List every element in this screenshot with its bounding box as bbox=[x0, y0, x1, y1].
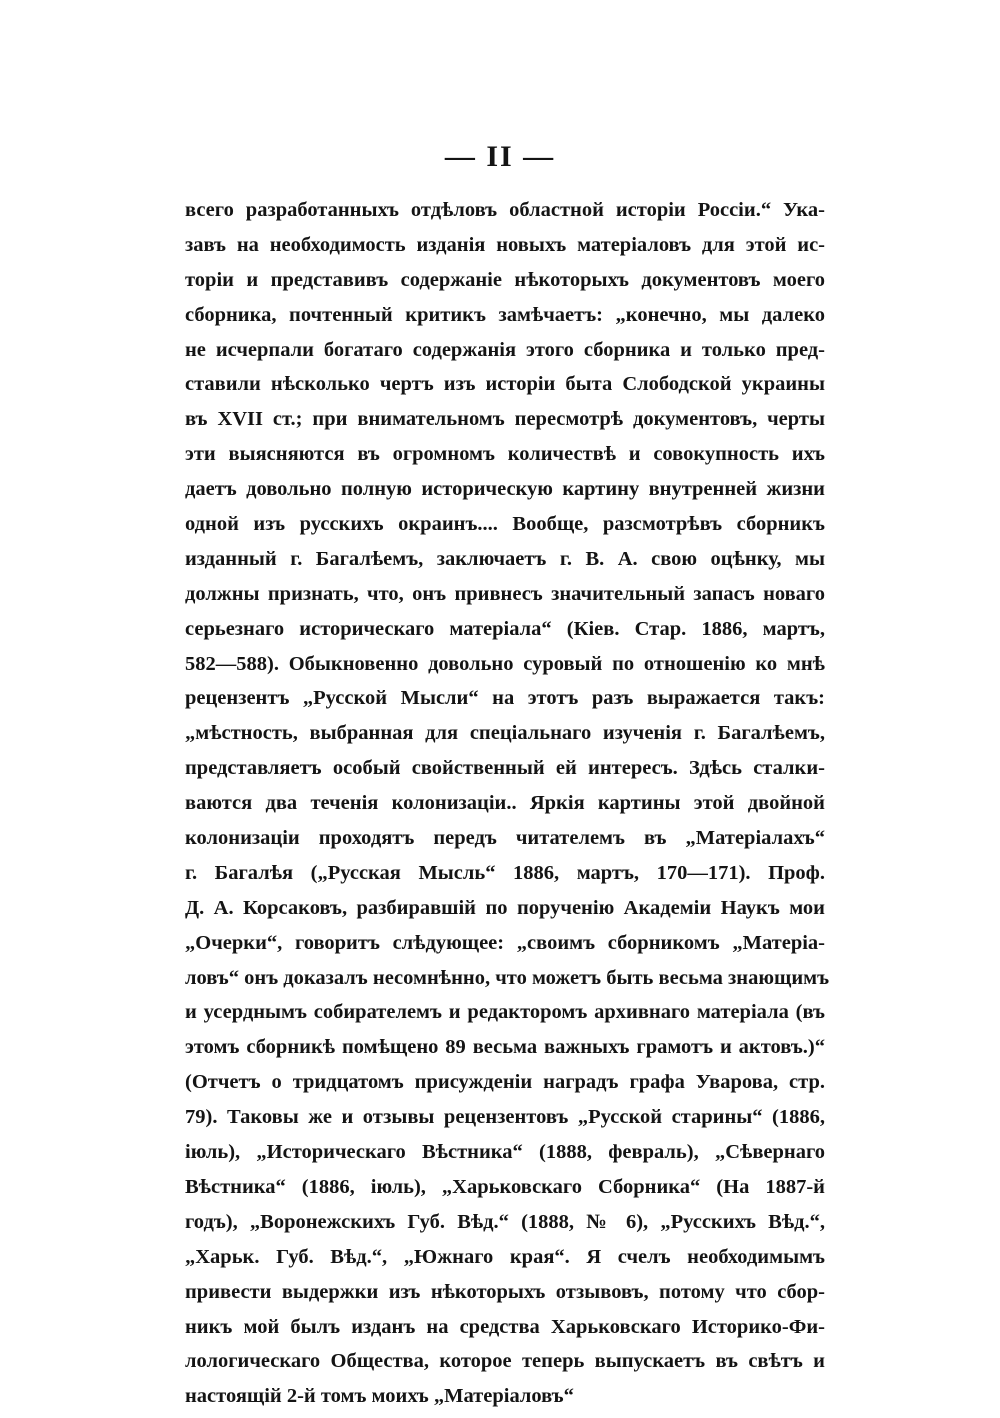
text-line: іюль), „Историческаго Вѣстника“ (1888, февраль), „Сѣвернаго bbox=[185, 1141, 825, 1164]
text-line: торіи и представивъ содержаніе нѣкоторыхъ документовъ моего bbox=[185, 268, 825, 291]
text-line: „мѣстность, выбранная для спеціальнаго изученія г. Багалѣемъ, bbox=[185, 722, 825, 745]
text-line: даетъ довольно полную историческую картину внутренней жизни bbox=[185, 478, 825, 501]
text-line: одной изъ русскихъ окраинъ.... Вообще, разсмотрѣвъ сборникъ bbox=[185, 513, 825, 536]
text-line: представляетъ особый свойственный ей интересъ. Здѣсь сталки- bbox=[185, 757, 825, 780]
text-line: никъ мой былъ изданъ на средства Харьковскаго Историко-Фи- bbox=[185, 1315, 825, 1338]
text-line: привести выдержки изъ нѣкоторыхъ отзывовъ, потому что сбор- bbox=[185, 1280, 825, 1303]
text-line: колонизаціи проходятъ передъ читателемъ въ „Матеріалахъ“ bbox=[185, 827, 825, 850]
text-line: Д. А. Корсаковъ, разбиравшій по порученію Академіи Наукъ мои bbox=[185, 896, 825, 919]
page-number: — II — bbox=[444, 140, 556, 173]
text-line: этомъ сборникѣ помѣщено 89 весьма важныхъ грамотъ и актовъ.)“ bbox=[185, 1036, 825, 1059]
text-line: завъ на необходимость изданія новыхъ матеріаловъ для этой ис- bbox=[185, 233, 825, 256]
text-line-last: настоящій 2-й томъ моихъ „Матеріаловъ“ bbox=[185, 1385, 574, 1408]
text-line: ловъ“ онъ доказалъ несомнѣнно, что можетъ быть весьма знающимъ bbox=[185, 966, 830, 989]
text-line: (Отчетъ о тридцатомъ присужденіи наградъ графа Уварова, стр. bbox=[185, 1071, 825, 1094]
text-line: „Харьк. Губ. Вѣд.“, „Южнаго края“. Я счелъ необходимымъ bbox=[185, 1245, 825, 1268]
text-line: изданный г. Багалѣемъ, заключаетъ г. В. А. свою оцѣнку, мы bbox=[185, 547, 825, 570]
body-text bbox=[185, 193, 830, 1414]
text-line: эти выясняются въ огромномъ количествѣ и совокупность ихъ bbox=[185, 443, 825, 466]
text-line: 79). Таковы же и отзывы рецензентовъ „Русской старины“ (1886, bbox=[185, 1106, 825, 1129]
text-line: ставили нѣсколько чертъ изъ исторіи быта Слободской украины bbox=[185, 373, 825, 396]
text-line: г. Багалѣя („Русская Мысль“ 1886, мартъ, 170—171). Проф. bbox=[185, 861, 825, 884]
text-line: рецензентъ „Русской Мысли“ на этотъ разъ выражается такъ: bbox=[185, 687, 825, 710]
text-line: ваются два теченія колонизаціи.. Яркія картины этой двойной bbox=[185, 792, 825, 815]
text-line: сборника, почтенный критикъ замѣчаетъ: „конечно, мы далеко bbox=[185, 303, 825, 326]
text-line: „Очерки“, говоритъ слѣдующее: „своимъ сборникомъ „Матеріа- bbox=[185, 931, 825, 954]
text-line: и усерднымъ собирателемъ и редакторомъ архивнаго матеріала (въ bbox=[185, 1001, 825, 1024]
text-line: серьезнаго историческаго матеріала“ (Кіев. Стар. 1886, мартъ, bbox=[185, 617, 825, 640]
text-line: должны признать, что, онъ привнесъ значительный запасъ новаго bbox=[185, 582, 825, 605]
text-line: не исчерпали богатаго содержанія этого сборника и только пред- bbox=[185, 338, 825, 361]
text-line: всего разработанныхъ отдѣловъ областной исторіи Россіи.“ Ука- bbox=[185, 199, 825, 221]
text-line: лологическаго Общества, которое теперь выпускаетъ въ свѣтъ и bbox=[185, 1350, 825, 1373]
text-line: Вѣстника“ (1886, іюль), „Харьковскаго Сборника“ (На 1887-й bbox=[185, 1175, 825, 1198]
text-line: годъ), „Воронежскихъ Губ. Вѣд.“ (1888, № 6), „Русскихъ Вѣд.“, bbox=[185, 1210, 825, 1233]
text-line: въ XVII ст.; при внимательномъ пересмотрѣ документовъ, черты bbox=[185, 408, 825, 431]
text-line: 582—588). Обыкновенно довольно суровый по отношенію ко мнѣ bbox=[185, 652, 825, 675]
